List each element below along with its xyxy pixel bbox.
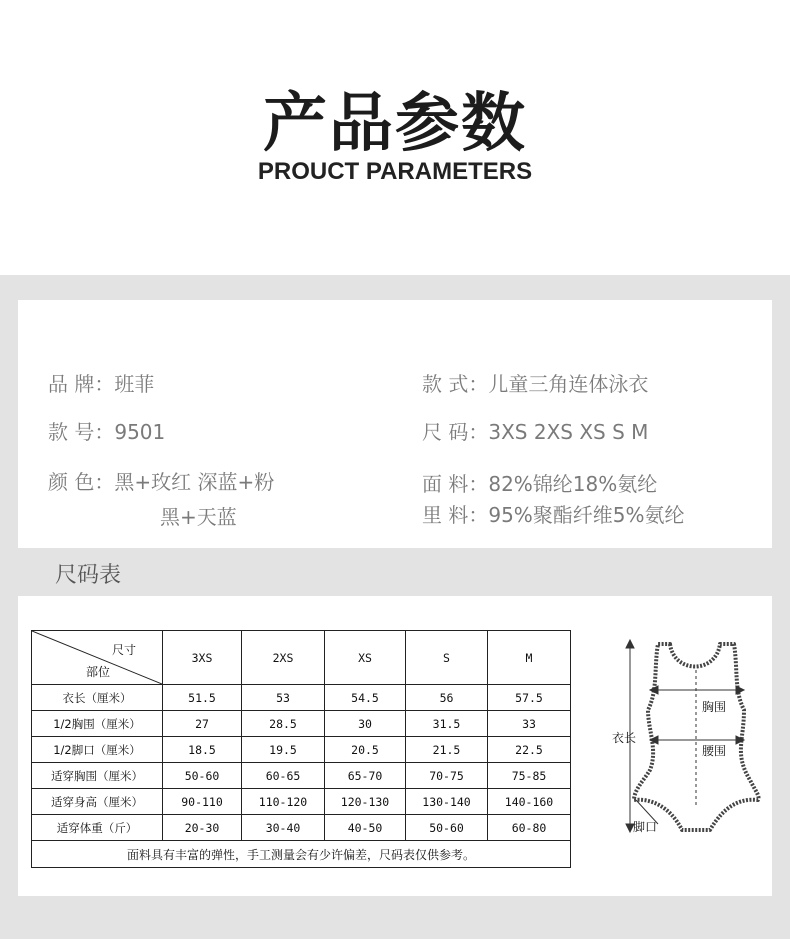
lining-value: 95%聚酯纤维5%氨纶 — [488, 503, 685, 527]
fabric-param — [422, 468, 657, 497]
color-value-1: 黑+玫红 深蓝+粉 — [114, 470, 275, 494]
table-cell: 21.5 — [406, 737, 488, 763]
table-cell: 56 — [406, 685, 488, 711]
fabric-value: 82%锦纶18%氨纶 — [488, 472, 658, 496]
table-cell: 70-75 — [406, 763, 488, 789]
chest-label: 胸围 — [702, 700, 727, 714]
table-cell: 27 — [163, 711, 242, 737]
leg-label: 脚口 — [633, 820, 658, 834]
corner-top: 尺寸 — [112, 643, 137, 657]
table-cell: 22.5 — [488, 737, 571, 763]
table-cell: 53 — [242, 685, 325, 711]
table-cell: 110-120 — [242, 789, 325, 815]
brand-param — [48, 368, 154, 397]
table-cell: 65-70 — [325, 763, 406, 789]
table-cell: 18.5 — [163, 737, 242, 763]
size-header: S — [406, 631, 488, 685]
row-label: 衣长（厘米） — [32, 685, 163, 711]
table-cell: 30 — [325, 711, 406, 737]
length-label: 衣长 — [612, 731, 637, 745]
color-param — [48, 466, 274, 495]
table-note: 面料具有丰富的弹性，手工测量会有少许偏差，尺码表仅供参考。 — [32, 841, 571, 868]
table-cell: 28.5 — [242, 711, 325, 737]
table-cell: 140-160 — [488, 789, 571, 815]
size-header: 3XS — [163, 631, 242, 685]
note-row — [32, 841, 571, 868]
title-cn: 产品参数 — [263, 87, 527, 161]
lining-label: 里 料： — [422, 503, 489, 527]
size-param — [422, 416, 648, 445]
brand-label: 品 牌： — [48, 372, 115, 396]
table-cell: 50-60 — [406, 815, 488, 841]
table-cell: 33 — [488, 711, 571, 737]
table-cell: 30-40 — [242, 815, 325, 841]
table-cell: 51.5 — [163, 685, 242, 711]
size-value: 3XS 2XS XS S M — [488, 420, 649, 444]
table-cell: 90-110 — [163, 789, 242, 815]
table-cell: 54.5 — [325, 685, 406, 711]
style-value: 儿童三角连体泳衣 — [488, 372, 649, 396]
corner-bottom: 部位 — [86, 665, 111, 679]
table-cell: 20.5 — [325, 737, 406, 763]
table-row — [32, 737, 571, 763]
fabric-label: 面 料： — [422, 472, 489, 496]
table-row — [32, 763, 571, 789]
table-row — [32, 711, 571, 737]
row-label: 适穿体重（斤） — [32, 815, 163, 841]
style-param — [422, 368, 648, 397]
table-cell: 60-65 — [242, 763, 325, 789]
table-row — [32, 815, 571, 841]
model-param — [48, 416, 165, 445]
row-label: 1/2脚口（厘米） — [32, 737, 163, 763]
table-cell: 75-85 — [488, 763, 571, 789]
table-row — [32, 685, 571, 711]
size-header: 2XS — [242, 631, 325, 685]
row-label: 1/2胸围（厘米） — [32, 711, 163, 737]
brand-value: 班菲 — [114, 372, 155, 396]
table-cell: 120-130 — [325, 789, 406, 815]
table-cell: 20-30 — [163, 815, 242, 841]
color-label: 颜 色： — [48, 470, 115, 494]
title-en: PROUCT PARAMETERS — [257, 158, 533, 185]
color-param-2 — [160, 501, 237, 530]
table-cell: 60-80 — [488, 815, 571, 841]
size-table — [31, 630, 571, 868]
row-label: 适穿胸围（厘米） — [32, 763, 163, 789]
table-cell: 57.5 — [488, 685, 571, 711]
table-cell: 50-60 — [163, 763, 242, 789]
lining-param — [422, 499, 685, 528]
row-label: 适穿身高（厘米） — [32, 789, 163, 815]
model-label: 款 号： — [48, 420, 115, 444]
waist-label: 腰围 — [702, 744, 727, 758]
size-chart-title: 尺码表 — [55, 563, 122, 588]
table-cell: 31.5 — [406, 711, 488, 737]
table-cell: 19.5 — [242, 737, 325, 763]
size-label: 尺 码： — [422, 420, 489, 444]
size-header-row — [32, 631, 571, 685]
corner-cell — [32, 631, 163, 685]
table-cell: 40-50 — [325, 815, 406, 841]
table-row — [32, 789, 571, 815]
table-cell: 130-140 — [406, 789, 488, 815]
size-header: M — [488, 631, 571, 685]
model-value: 9501 — [114, 420, 166, 444]
color-value-2: 黑+天蓝 — [160, 505, 237, 529]
style-label: 款 式： — [422, 372, 489, 396]
size-header: XS — [325, 631, 406, 685]
